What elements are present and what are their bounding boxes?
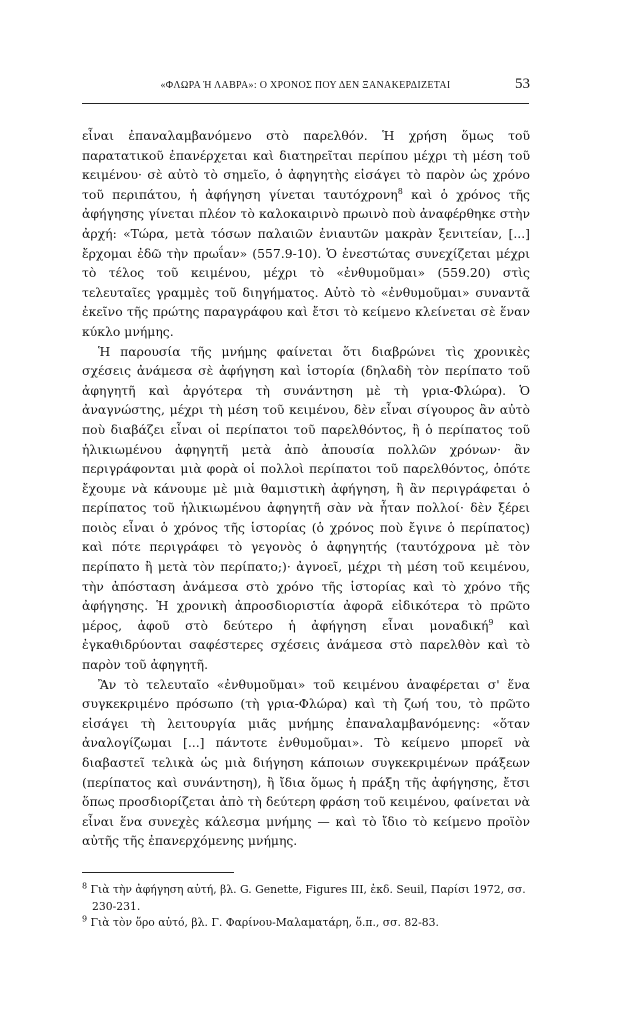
paragraph-3: Ἂν τὸ τελευταῖο «ἐνθυμοῦμαι» τοῦ κειμένου ἀναφέρεται σ' ἕνα συγκεκριμένο πρόσωπο (τὴ γρια-Φλώρα) καὶ τὴ ζωή του, τὸ πρῶτο εἰσάγει τὴ λειτουργία μιᾶς μνήμης ἐπαναλαμβανόμενης: «ὅταν ἀναλογίζωμαι [...] πάντοτε ἐνθυμοῦμαι». Τὸ κείμενο μπορεῖ νὰ διαβαστεῖ τελικὰ ὡς μιὰ διήγηση κάποιων συγκεκριμένων πράξεων (περίπατος καὶ συνάντηση), ἢ ἴδια ὅμως ἡ πράξη τῆς ἀφήγησης, ἔτσι ὅπως προσδιορίζεται ἀπὸ τὴ δεύτερη φράση τοῦ κειμένου, φαίνεται νὰ εἶναι ἕνα συνεχὲς κάλεσμα μνήμης — καὶ τὸ ἴδιο τὸ κείμενο προϊὸν αὐτῆς τῆς ἐπανερχόμενης μνήμης. — [82, 676, 530, 849]
running-head-title: «ΦΛΩΡΑ Ή ΛΑΒΡΑ»: Ο ΧΡΟΝΟΣ ΠΟΥ ΔΕΝ ΞΑΝΑΚΕΡΔΙΖΕΤΑΙ — [160, 80, 451, 91]
body-text — [82, 126, 530, 851]
footnote-ref-8[interactable]: 8 — [397, 186, 403, 196]
footnote-rule — [82, 872, 234, 873]
paragraph-2: Ἡ παρουσία τῆς μνήμης φαίνεται ὅτι διαβρώνει τὶς χρονικὲς σχέσεις ἀνάμεσα σὲ ἀφήγηση καὶ ἱστορία (δηλαδὴ τὸν περίπατο τοῦ ἀφηγητῆ καὶ ἀργότερα τὴ συνάντηση μὲ τὴ γρια-Φλώρα). Ὁ ἀναγνώστης, μέχρι τὴ μέση τοῦ κειμένου, δὲν εἶναι σίγουρος ἂν αὐτὸ ποὺ διαβάζει εἶναι οἱ περίπατοι τοῦ παρελθόντος, ἢ ὁ περίπατος τοῦ ἡλικιωμένου ἀφηγητῆ μετὰ ἀπὸ ἀπουσία πολλῶν χρόνων· ἂν περιγράφονται μιὰ φορὰ οἱ πολλοὶ περίπατοι τοῦ παρελθόντος, ὁπότε ἔχουμε νὰ κάνουμε μὲ μιὰ θαμιστικὴ ἀφήγηση, ἢ ἂν περιγράφεται ὁ περίπατος τοῦ ἡλικιωμένου ἀφηγητῆ σὰν νὰ ἦταν πολλοί· δὲν ξέρει ποιὸς εἶναι ὁ χρόνος τῆς ἱστορίας (ὁ χρόνος ποὺ ἔγινε ὁ περίπατος) καὶ πότε περιγράφει τὸ γεγονὸς ὁ ἀφηγητής (ταυτόχρονα μὲ τὸν περίπατο ἢ μετὰ τὸν περίπατο;)· ἀγνοεῖ, μέχρι τὴ μέση τοῦ κειμένου, τὴν ἀπόσταση ἀνάμεσα στὸ χρόνο τῆς ἱστορίας καὶ τὸ χρόνο τῆς ἀφήγησης. Ἡ χρονικὴ ἀπροσδιοριστία ἀφορᾶ εἰδικότερα τὸ πρῶτο μέρος, ἀφοῦ στὸ δεύτερο ἡ ἀφήγηση εἶναι μοναδική$^9$ καὶ ἐγκαθιδρύονται σαφέστερες σχέσεις ἀνάμεσα στὸ παρελθὸν καὶ τὸ παρὸν τοῦ ἀφηγητῆ. — [82, 343, 530, 673]
footnote-ref-9[interactable]: 9 — [488, 617, 494, 627]
header-rule — [82, 103, 529, 104]
paragraph-1: εἶναι ἐπαναλαμβανόμενο στὸ παρελθόν. Ἡ χρήση ὅμως τοῦ παρατατικοῦ ἐπανέρχεται καὶ διατηρεῖται περίπου μέχρι τὴ μέση τοῦ κειμένου· σὲ αὐτὸ τὸ σημεῖο, ὁ ἀφηγητὴς εἰσάγει τὸ παρὸν ὡς χρόνο τοῦ περιπάτου, ἡ ἀφήγηση γίνεται ταυτόχρονη$^8$ καὶ ὁ χρόνος τῆς ἀφήγησης γίνεται πλέον τὸ καλοκαιρινὸ πρωινὸ ποὺ ἀναφέρθηκε στὴν ἀρχή: «Τώρα, μετὰ τόσων παλαιῶν ἐνιαυτῶν μακρὰν ξενιτείαν, [...] ἔρχομαι ἐδῶ τὴν πρωΐαν» (557.9-10). Ὁ ἐνεστώτας συνεχίζεται μέχρι τὸ τέλος τοῦ κειμένου, μέχρι τὸ «ἐνθυμοῦμαι» (559.20) στὶς τελευταῖες γραμμὲς τοῦ διηγήματος. Αὐτὸ τὸ «ἐνθυμοῦμαι» συναντᾶ ἐκεῖνο τῆς πρώτης παραγράφου καὶ ἔτσι τὸ κείμενο κλείνεται σὲ ἕναν κύκλο μνήμης. — [82, 128, 530, 339]
page-number: 53 — [515, 76, 530, 92]
footnote-9: $^9$ Γιὰ τὸν ὅρο αὐτό, βλ. Γ. Φαρίνου-Μαλαματάρη, ὅ.π., σσ. 82-83. — [82, 914, 439, 929]
footnote-8: $^8$ Γιὰ τὴν ἀφήγηση αὐτή, βλ. G. Genette, Figures III, ἐκδ. Seuil, Παρίσι 1972, σσ. 230-231. — [82, 881, 526, 913]
footnotes — [82, 882, 530, 932]
